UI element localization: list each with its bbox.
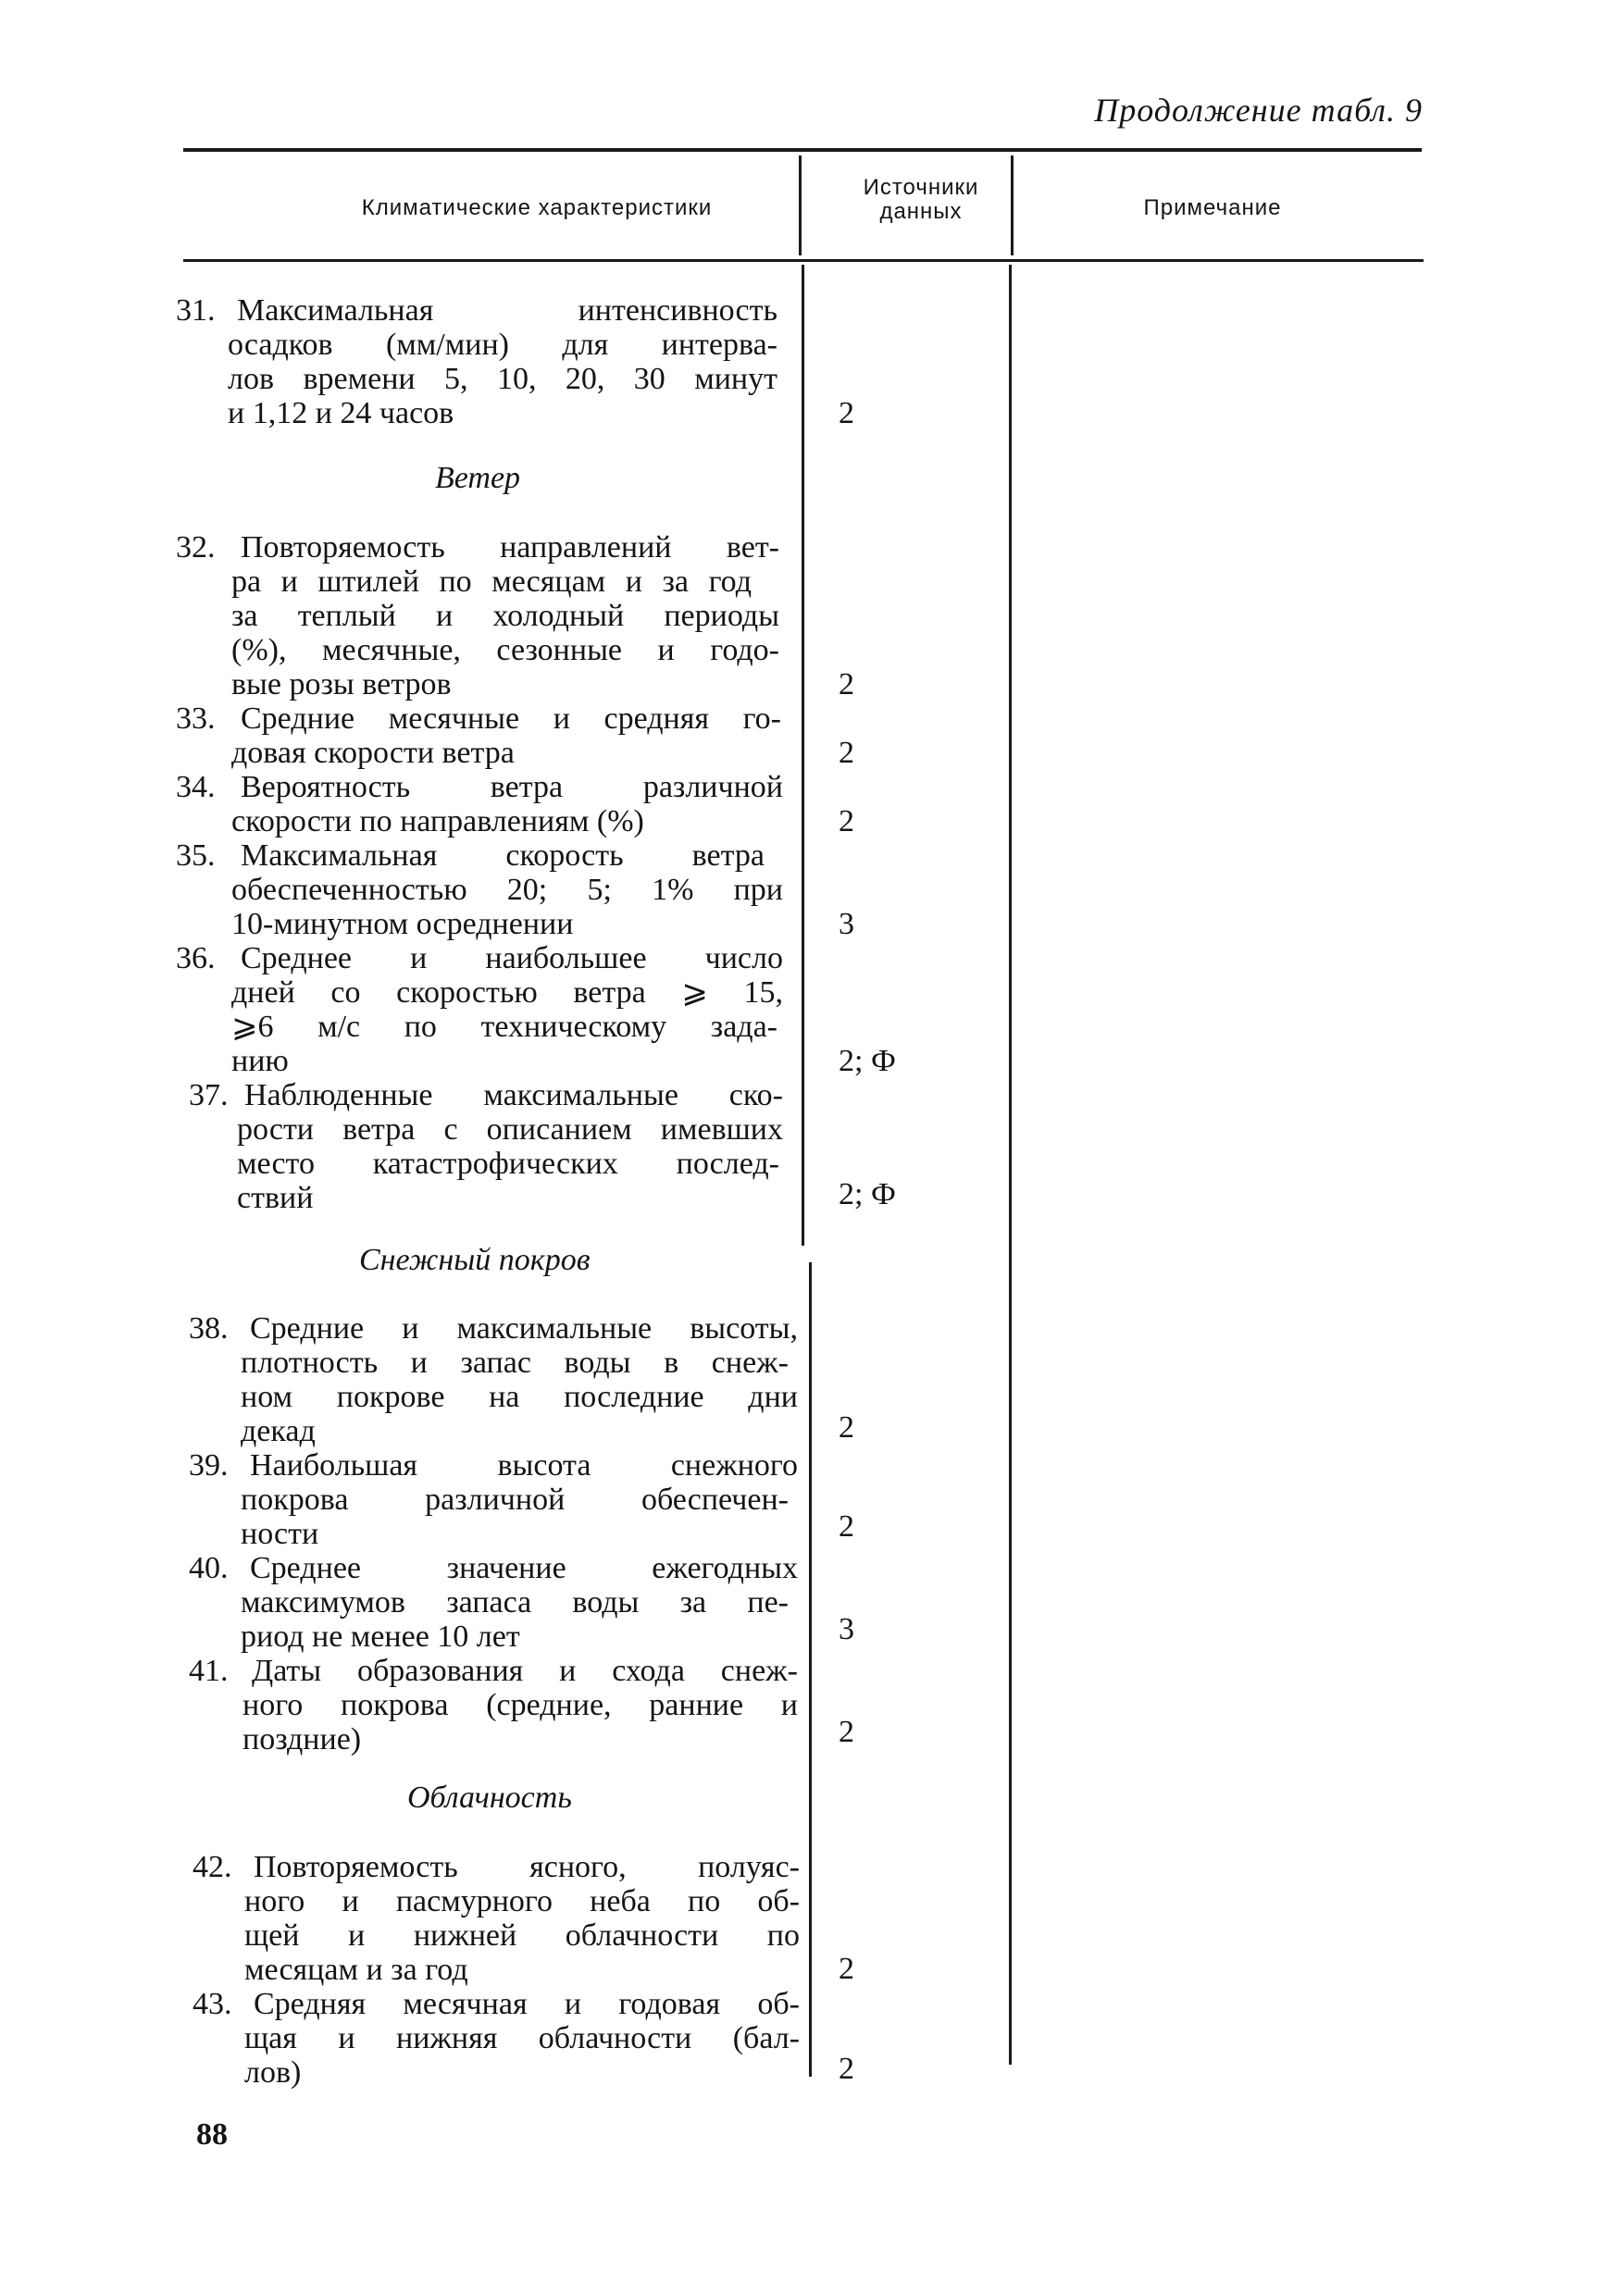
row-text: лов) bbox=[244, 2055, 302, 2090]
row-text: нию bbox=[231, 1044, 289, 1078]
column-divider bbox=[802, 265, 804, 1246]
source-value: 2 bbox=[839, 1952, 854, 1986]
row-text: довая скорости ветра bbox=[231, 736, 515, 770]
row-text: Даты образования и схода снеж- bbox=[252, 1654, 798, 1688]
row-text: Повторяемость ясного, полуяс- bbox=[254, 1850, 800, 1884]
row-text: ности bbox=[241, 1517, 319, 1551]
row-text: декад bbox=[241, 1414, 316, 1448]
row-text: Наибольшая высота снежного bbox=[250, 1448, 798, 1483]
source-value: 2 bbox=[839, 1410, 854, 1445]
column-divider bbox=[1009, 265, 1012, 2065]
table-top-rule bbox=[183, 148, 1422, 152]
row-text: ного и пасмурного неба по об- bbox=[244, 1884, 800, 1918]
source-value: 2 bbox=[839, 396, 854, 430]
row-text: плотность и запас воды в снеж- bbox=[241, 1346, 789, 1380]
row-text: Среднее значение ежегодных bbox=[250, 1551, 798, 1585]
section-title-snow: Снежный покров bbox=[359, 1243, 591, 1277]
source-value: 2 bbox=[839, 804, 854, 838]
row-text: Наблюденные максимальные ско- bbox=[244, 1078, 783, 1112]
row-text: и 1,12 и 24 часов bbox=[228, 396, 454, 430]
header-sources bbox=[815, 176, 1027, 224]
row-number: 31. bbox=[176, 293, 216, 328]
header-characteristics: Климатические характеристики bbox=[361, 195, 713, 220]
section-title-wind: Ветер bbox=[435, 461, 521, 495]
row-text: месяцам и за год bbox=[244, 1953, 468, 1987]
row-text: поздние) bbox=[243, 1722, 362, 1756]
column-divider bbox=[809, 1262, 812, 2077]
section-title-cloud: Облачность bbox=[407, 1781, 572, 1815]
row-text: (%), месячные, сезонные и годо- bbox=[231, 633, 779, 667]
row-number: 34. bbox=[176, 770, 216, 804]
page-number: 88 bbox=[196, 2117, 228, 2152]
row-text: ного покрова (средние, ранние и bbox=[243, 1688, 798, 1722]
row-text: Максимальная скорость ветра bbox=[241, 838, 765, 873]
row-number: 32. bbox=[176, 530, 216, 565]
row-text: за теплый и холодный периоды bbox=[231, 599, 779, 633]
source-value: 2 bbox=[839, 1715, 854, 1749]
row-number: 42. bbox=[193, 1850, 232, 1884]
row-number: 35. bbox=[176, 838, 216, 873]
row-text: 10-минутном осреднении bbox=[231, 907, 574, 941]
header-sources-line2: данных bbox=[879, 199, 963, 224]
row-text: максимумов запаса воды за пе- bbox=[241, 1585, 789, 1620]
column-divider bbox=[799, 155, 802, 255]
row-text: обеспеченностью 20; 5; 1% при bbox=[231, 873, 783, 907]
row-text: осадков (мм/мин) для интерва- bbox=[228, 328, 777, 362]
row-text: дней со скоростью ветра ⩾ 15, bbox=[231, 975, 783, 1010]
row-text: Вероятность ветра различной bbox=[241, 770, 783, 804]
row-text: щей и нижней облачности по bbox=[244, 1918, 800, 1953]
table-header-rule bbox=[183, 259, 1424, 262]
row-number: 41. bbox=[189, 1654, 229, 1688]
row-text: покрова различной обеспечен- bbox=[241, 1483, 789, 1517]
source-value: 3 bbox=[839, 1612, 854, 1646]
row-text: риод не менее 10 лет bbox=[241, 1620, 520, 1654]
row-text: лов времени 5, 10, 20, 30 минут bbox=[228, 362, 777, 396]
row-text: Максимальная интенсивность bbox=[237, 293, 777, 328]
row-text: ном покрове на последние дни bbox=[241, 1380, 798, 1414]
source-value: 2 bbox=[839, 1509, 854, 1544]
row-number: 39. bbox=[189, 1448, 229, 1483]
source-value: 2 bbox=[839, 2052, 854, 2086]
row-text: ра и штилей по месяцам и за год bbox=[231, 565, 752, 599]
row-text: Средняя месячная и годовая об- bbox=[254, 1987, 800, 2021]
row-text: место катастрофических послед- bbox=[237, 1147, 779, 1181]
column-divider bbox=[1011, 155, 1014, 255]
source-value: 2; Ф bbox=[839, 1177, 896, 1211]
row-number: 37. bbox=[189, 1078, 229, 1112]
row-text: вые розы ветров bbox=[231, 667, 452, 701]
row-text: ствий bbox=[237, 1181, 314, 1215]
row-text: щая и нижняя облачности (бал- bbox=[244, 2021, 800, 2055]
row-number: 36. bbox=[176, 941, 216, 975]
row-number: 43. bbox=[193, 1987, 232, 2021]
row-number: 38. bbox=[189, 1311, 229, 1346]
header-notes: Примечание bbox=[1143, 195, 1282, 220]
source-value: 2 bbox=[839, 667, 854, 701]
row-text: ⩾6 м/с по техническому зада- bbox=[231, 1010, 777, 1044]
row-number: 40. bbox=[189, 1551, 229, 1585]
row-text: Среднее и наибольшее число bbox=[241, 941, 783, 975]
row-text: рости ветра с описанием имевших bbox=[237, 1112, 783, 1147]
row-text: Средние месячные и средняя го- bbox=[241, 701, 781, 736]
row-text: Повторяемость направлений вет- bbox=[241, 530, 779, 565]
source-value: 3 bbox=[839, 907, 854, 941]
header-sources-line1: Источники bbox=[863, 175, 979, 200]
row-text: Средние и максимальные высоты, bbox=[250, 1311, 798, 1346]
row-number: 33. bbox=[176, 701, 216, 736]
source-value: 2 bbox=[839, 736, 854, 770]
source-value: 2; Ф bbox=[839, 1044, 896, 1078]
row-text: скорости по направлениям (%) bbox=[231, 804, 644, 838]
continuation-label: Продолжение табл. 9 bbox=[1094, 92, 1423, 129]
